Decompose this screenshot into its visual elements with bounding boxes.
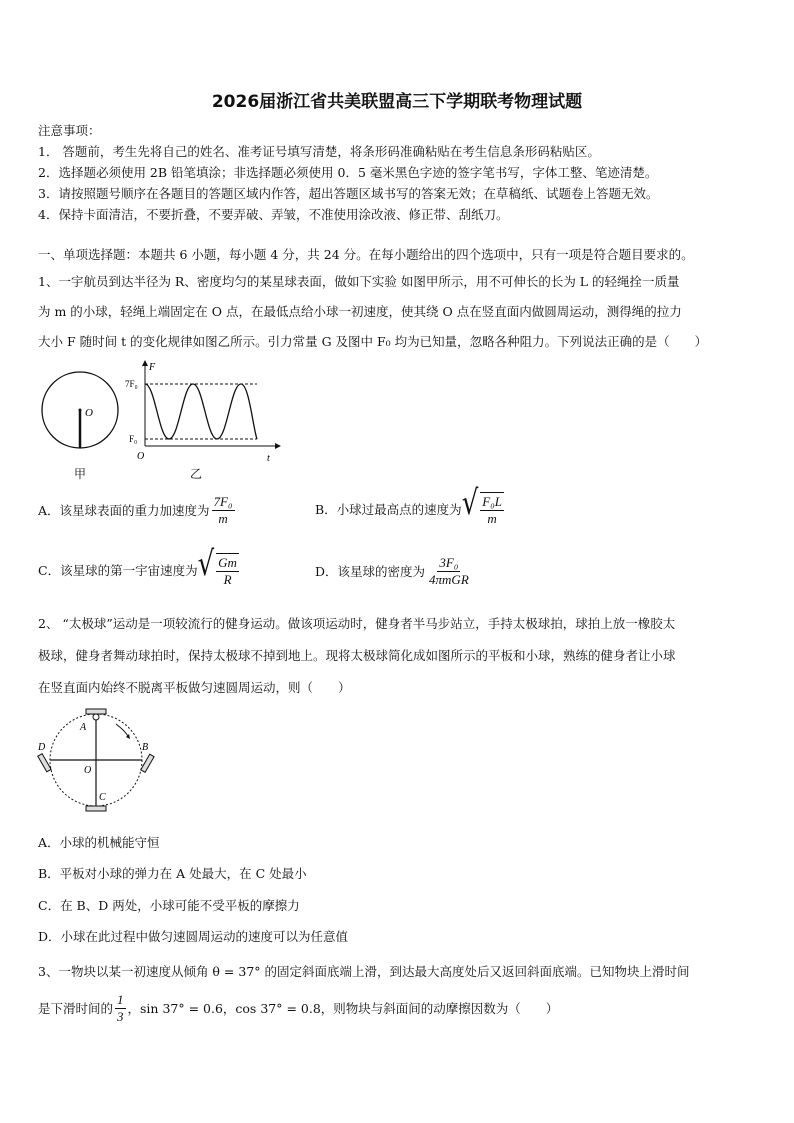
notice-item-1: 1． 答题前，考生先将自己的姓名、准考证号填写清楚，将条形码准确粘贴在考生信息条形码粘贴区。 <box>38 144 600 159</box>
q1-figure-yi <box>125 358 285 463</box>
q1-option-a-text: A．该星球表面的重力加速度为 <box>38 503 210 519</box>
point-c-label: C <box>99 792 106 803</box>
f-axis-arrow <box>142 360 148 366</box>
q1-option-d-fraction <box>427 555 471 587</box>
point-d-label: D <box>38 742 46 753</box>
fraction-denominator: m <box>218 510 228 526</box>
section-heading: 一、单项选择题：本题共 6 小题，每小题 4 分，共 24 分。在每小题给出的四个选项中，只有一项是符合题目要求的。 <box>38 247 694 262</box>
q1-option-d <box>315 555 473 587</box>
q2-line2: 极球，健身者舞动球拍时，保持太极球不掉到地上。现将太极球简化成如图所示的平板和小球，熟练的健身者让小球 <box>38 648 676 663</box>
q3-line2 <box>38 992 558 1024</box>
center-o-label: O <box>84 765 92 776</box>
q1-option-b <box>315 484 506 526</box>
label-jia: 甲 <box>74 467 87 481</box>
paddle-top <box>86 709 106 714</box>
label-yi: 乙 <box>190 467 203 481</box>
fraction-denominator: 4πmGR <box>429 571 469 587</box>
fraction-numerator: 3F₀ <box>439 555 459 570</box>
q3-fraction <box>115 992 126 1024</box>
q1-option-c <box>38 545 241 587</box>
pivot-label: O <box>85 407 93 419</box>
sqrt-sign <box>461 484 506 526</box>
t-axis-label: t <box>267 453 270 463</box>
bottom-level-label: F₀ <box>129 434 138 444</box>
origin-label: O <box>137 451 145 462</box>
q2-option-b: B．平板对小球的弹力在 A 处最大，在 C 处最小 <box>38 866 307 881</box>
paddle-bottom <box>86 806 106 811</box>
q2-option-d: D．小球在此过程中做匀速圆周运动的速度可以为任意值 <box>38 929 349 944</box>
q3-line2-start: 是下滑时间的 <box>38 1001 114 1017</box>
fraction-denominator: 3 <box>117 1008 124 1024</box>
point-a-label: A <box>80 722 87 733</box>
q2-figure <box>34 706 164 816</box>
q1-option-b-fraction <box>480 492 504 526</box>
fraction-denominator: R <box>223 571 232 587</box>
top-level-label: 7F₀ <box>125 379 138 389</box>
fraction-numerator: F₀L <box>482 494 502 509</box>
fraction-numerator: 1 <box>117 992 124 1007</box>
notice-heading: 注意事项： <box>38 123 101 138</box>
q1-option-b-text: B．小球过最高点的速度为 <box>315 502 462 518</box>
q1-option-a <box>38 494 237 526</box>
fraction-numerator: 7F₀ <box>213 494 233 509</box>
notice-item-3: 3．请按照题号顺序在各题目的答题区域内作答，超出答题区域书写的答案无效；在草稿纸、试题卷上答题无效。 <box>38 186 659 201</box>
f-axis-label: F <box>149 362 156 373</box>
point-b-label: B <box>142 742 149 753</box>
q3-line1: 3、一物块以某一初速度从倾角 θ = 37° 的固定斜面底端上滑，到达最大高度处后又返回斜面底端。已知物块上滑时间 <box>38 964 690 979</box>
paddle-right <box>141 754 154 772</box>
q1-option-c-fraction <box>216 553 239 587</box>
fraction-numerator: Gm <box>218 555 237 570</box>
q1-line3: 大小 F 随时间 t 的变化规律如图乙所示。引力常量 G 及图中 F₀ 均为已知量，忽略各种阻力。下列说法正确的是（ ） <box>38 334 708 349</box>
q2-option-a: A．小球的机械能守恒 <box>38 835 160 850</box>
paddle-left <box>38 754 51 772</box>
radical-icon: √ <box>197 545 215 585</box>
q1-option-d-text: D．该星球的密度为 <box>315 564 426 580</box>
radical-icon: √ <box>461 484 479 524</box>
q1-figure-jia <box>38 368 138 468</box>
t-axis-arrow <box>275 443 281 449</box>
page-title: 2026届浙江省共美联盟高三下学期联考物理试题 <box>211 92 583 112</box>
notice-item-2: 2．选择题必须使用 2B 铅笔填涂；非选择题必须使用 0．5 毫米黑色字迹的签字笔书写，字体工整、笔迹清楚。 <box>38 165 658 180</box>
pivot-point <box>79 409 82 412</box>
q2-line1: 2、 “太极球”运动是一项较流行的健身运动。做该项运动时，健身者半马步站立，手持太极球拍，球拍上放一橡胶太 <box>38 616 676 631</box>
sqrt-sign <box>197 545 241 587</box>
notice-item-4: 4．保持卡面清洁，不要折叠，不要弄破、弄皱，不准使用涂改液、修正带、刮纸刀。 <box>38 207 509 222</box>
q1-line1: 1、一宇航员到达半径为 R、密度均匀的某星球表面，做如下实验 如图甲所示，用不可伸长的长为 L 的轻绳拴一质量 <box>38 274 680 289</box>
q1-line2: 为 m 的小球，轻绳上端固定在 O 点，在最低点给小球一初速度，使其绕 O 点在竖直面内做圆周运动，测得绳的拉力 <box>38 304 682 319</box>
fraction-denominator: m <box>487 510 497 526</box>
q2-line3: 在竖直面内始终不脱离平板做匀速圆周运动，则（ ） <box>38 680 351 695</box>
q2-option-c: C．在 B、D 两处，小球可能不受平板的摩擦力 <box>38 898 300 913</box>
ball-top <box>93 714 99 720</box>
q1-option-a-fraction <box>212 494 235 526</box>
q1-option-c-text: C．该星球的第一宇宙速度为 <box>38 563 198 579</box>
q3-line2-end: ，sin 37° = 0.6，cos 37° = 0.8，则物块与斜面间的动摩擦因数为（ ） <box>127 1001 559 1017</box>
force-curve <box>145 384 257 439</box>
